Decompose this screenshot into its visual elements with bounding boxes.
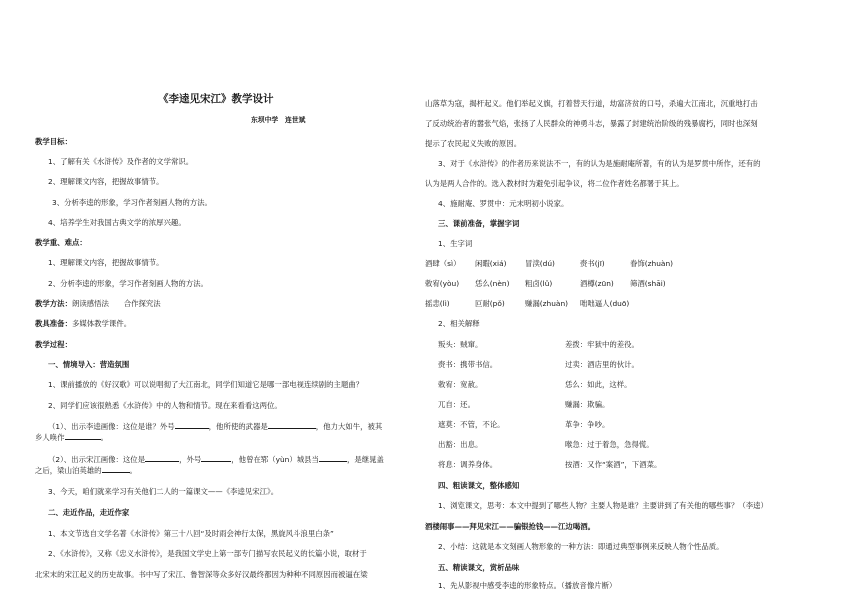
gloss-entry: 将息：调养身体。	[438, 460, 498, 469]
prep-label: 教具准备：	[35, 319, 72, 328]
gloss-entry: 革争：争吵。	[565, 420, 610, 429]
fill-in-question: （1）、出示李逵画像：这位是谁？外号 ，他所使的武器是 ，他力大如牛，被其	[48, 422, 383, 431]
vocab-word: 眷饰(zhuàn)	[630, 259, 674, 268]
document-title: 《李逵见宋江》教学设计	[158, 93, 274, 105]
fill-in-question-cont: 之后，梁山泊英雄的 。	[35, 466, 137, 475]
goal-item: 3、分析李逵的形象，学习作者刻画人物的方法。	[52, 198, 212, 207]
fill-in-question-cont: 乡人唤作 。	[35, 433, 108, 442]
section-heading: 五、精读课文，赏析品味	[438, 563, 520, 572]
gloss-entry: 赍书：携带书信。	[438, 360, 498, 369]
goal-item: 4、培养学生对我国古典文学的浓厚兴趣。	[48, 218, 186, 227]
key-point-item: 1、理解课文内容，把握故事情节。	[48, 258, 164, 267]
answer-blank	[268, 421, 316, 429]
gloss-entry: 叛头：贼窜。	[438, 340, 483, 349]
answer-blank	[145, 454, 179, 462]
paragraph: 北宋末的宋江起义的历史故事。书中写了宋江、鲁智深等众多好汉最终都因为种种不同原因而被逼在梁	[35, 570, 368, 579]
paragraph: 1、先从影视中感受李逵的形象特点。（播放音像片断）	[438, 581, 617, 590]
gloss-entry: 过卖：酒店里的伙计。	[565, 360, 639, 369]
key-points-heading: 教学重、难点：	[35, 238, 87, 247]
gloss-heading: 2、相关解释	[438, 319, 480, 328]
vocab-word: 闲暇(xiá)	[475, 259, 507, 268]
vocab-word: 叵耐(pǒ)	[475, 299, 505, 308]
vocab-word: 冒渎(dú)	[525, 259, 555, 268]
teaching-method	[35, 299, 161, 309]
vocab-word: 赚漏(zhuàn)	[525, 299, 569, 308]
vocab-word: 咄咄逼人(duō)	[580, 299, 630, 308]
answer-blank	[175, 421, 209, 429]
fill-in-question: （2）、出示宋江画像：这位是 ，外号 ，他曾在郓（yùn）城县当 ，是继晁盖	[48, 455, 384, 464]
method-label: 教学方法：	[35, 299, 72, 308]
paragraph: 2、小结：这就是本文刻画人物形象的一种方法：即通过典型事例来反映人物个性品质。	[438, 542, 724, 551]
vocab-word: 酒樽(zūn)	[580, 279, 614, 288]
answer-blank	[201, 454, 231, 462]
paragraph: 1、浏览课文，思考：本文中提到了哪些人物？主要人物是谁？主要讲到了有关他的哪些事？（李逵）	[438, 501, 768, 510]
teaching-aids	[35, 319, 131, 329]
paragraph: 1、本文节选自文学名著《水浒传》第三十八回“及时雨会神行太保，黑旋风斗浪里白条”	[48, 529, 334, 538]
paragraph: 3、对于《水浒传》的作者历来说法不一，有的认为是施耐庵所著，有的认为是罗贯中所作，还有的	[438, 159, 761, 168]
author-byline: 东坝中学 连世斌	[251, 116, 306, 124]
section-heading: 四、粗读课文，整体感知	[438, 481, 520, 490]
vocab-word: 粗卤(lǔ)	[525, 279, 553, 288]
vocab-word: 敕宥(yòu)	[425, 279, 460, 288]
gloss-entry: 遮莫：不管，不论。	[438, 420, 505, 429]
paragraph: 3、今天，咱们就来学习有关他们二人的一篇课文——《李逵见宋江》。	[48, 487, 279, 496]
paragraph: 认为是两人合作的。选入教材时为避免引起争议，将二位作者姓名都署于其上。	[425, 179, 684, 188]
method-text: 朗读感悟法 合作探究法	[71, 299, 161, 308]
section-heading: 二、走近作品，走近作家	[48, 508, 130, 517]
goal-item: 1、了解有关《水浒传》及作者的文学常识。	[48, 157, 194, 166]
gloss-entry: 喉急：过于着急，急得慌。	[565, 440, 654, 449]
goals-heading: 教学目标：	[35, 137, 72, 146]
paragraph: 1、课前播放的《好汉歌》可以说唱彻了大江南北，同学们知道它是哪一部电视连续剧的主题曲？	[48, 380, 364, 389]
paragraph: 提示了农民起义失败的原因。	[425, 139, 522, 148]
gloss-entry: 差拨：牢狱中的差役。	[565, 340, 639, 349]
answer-blank	[319, 454, 347, 462]
vocab-heading: 1、生字词	[438, 239, 473, 248]
vocab-word: 摇恚(lì)	[425, 299, 450, 308]
gloss-entry: 恁么：如此，这样。	[565, 380, 632, 389]
section-heading: 一、情境导入：营造氛围	[48, 360, 130, 369]
gloss-entry: 兀自：还。	[438, 400, 475, 409]
vocab-word: 恁么(nèn)	[475, 279, 510, 288]
prep-text: 多媒体教学课件。	[71, 319, 132, 328]
gloss-entry: 出豁：出息。	[438, 440, 483, 449]
gloss-entry: 敕宥：宽赦。	[438, 380, 483, 389]
key-point-item: 2、分析李逵的形象，学习作者刻画人物的方法。	[48, 279, 208, 288]
paragraph: 2、同学们应该很熟悉《水浒传》中的人物和情节。现在来看看这两位。	[48, 401, 282, 410]
goal-item: 2、理解课文内容，把握故事情节。	[48, 177, 164, 186]
vocab-word: 赍书(jī)	[580, 259, 605, 268]
vocab-word: 酒肆（sì）	[425, 259, 461, 268]
paragraph: 了反动统治者的嚣张气焰，张扬了人民群众的神勇斗志，暴露了封建统治阶级的残暴腐朽，同时也深刻	[425, 119, 758, 128]
gloss-entry: 按酒：又作“案酒”，下酒菜。	[565, 460, 662, 469]
vocab-word: 筛酒(shāi)	[630, 279, 666, 288]
answer-blank	[65, 432, 101, 440]
gloss-entry: 赚漏：欺骗。	[565, 400, 610, 409]
paragraph: 4、施耐庵、罗贯中：元末明初小说家。	[438, 199, 569, 208]
answer-blank	[102, 465, 130, 473]
section-heading: 三、课前准备，掌握字词	[438, 219, 520, 228]
paragraph: 山落草为寇，揭杆起义。他们举起义旗，打着替天行道，劫富济贫的口号，杀遍大江南北，沉重地打击	[425, 99, 758, 108]
paragraph: 2、《水浒传》，又称《忠义水浒传》，是我国文学史上第一部专门描写农民起义的长篇小说，取材于	[48, 549, 367, 558]
event-sequence: 酒楼闹事——拜见宋江——骗银抢钱——江边喝酒。	[425, 522, 595, 531]
process-heading: 教学过程：	[35, 340, 72, 349]
